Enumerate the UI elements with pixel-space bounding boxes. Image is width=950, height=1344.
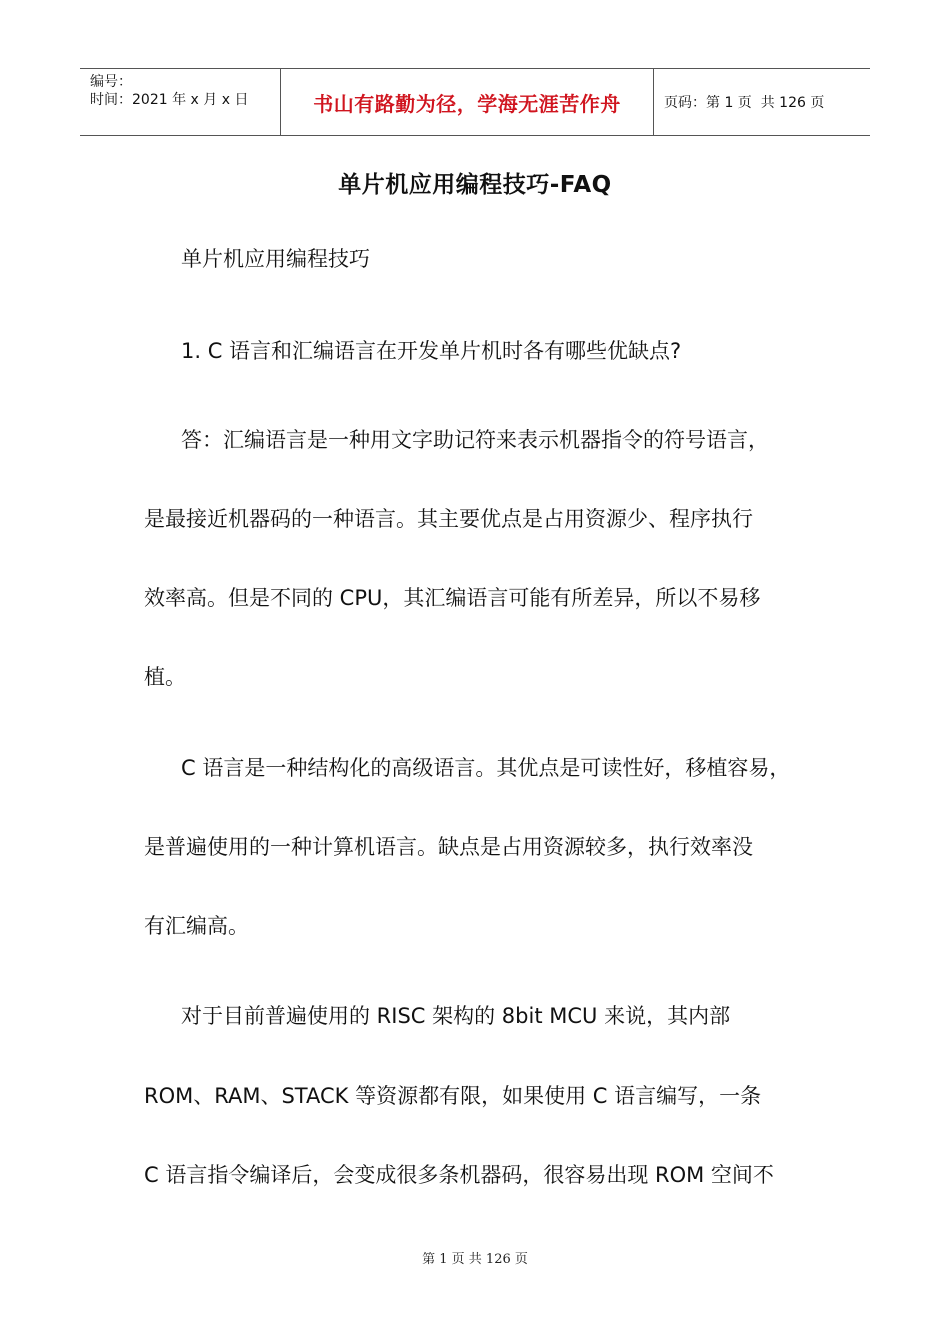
body-line: 是普遍使用的一种计算机语言。缺点是占用资源较多，执行效率没 bbox=[144, 835, 753, 859]
body-line: 有汇编高。 bbox=[144, 914, 249, 938]
body-line: 对于目前普遍使用的 RISC 架构的 8bit MCU 来说，其内部 bbox=[181, 1004, 731, 1028]
document-title: 单片机应用编程技巧-FAQ bbox=[338, 172, 612, 198]
body-line: 单片机应用编程技巧 bbox=[181, 247, 370, 271]
body-line: ROM、RAM、STACK 等资源都有限，如果使用 C 语言编写，一条 bbox=[144, 1084, 762, 1108]
header-motto: 书山有路勤为径，学海无涯苦作舟 bbox=[281, 69, 654, 135]
body-line: 植。 bbox=[144, 665, 186, 689]
header-meta-cell bbox=[80, 69, 281, 135]
body-line: C 语言是一种结构化的高级语言。其优点是可读性好，移植容易， bbox=[181, 756, 791, 780]
number-label: 编号： bbox=[90, 74, 132, 90]
page-footer: 第 1 页 共 126 页 bbox=[422, 1252, 528, 1267]
page-header bbox=[80, 68, 870, 136]
page-info: 页码：第 1 页 共 126 页 bbox=[664, 95, 825, 111]
header-page-info-cell bbox=[654, 69, 870, 135]
date-label: 时间：2021 年 x 月 x 日 bbox=[90, 92, 249, 108]
body-line: 效率高。但是不同的 CPU，其汇编语言可能有所差异，所以不易移 bbox=[144, 586, 761, 610]
body-line: 是最接近机器码的一种语言。其主要优点是占用资源少、程序执行 bbox=[144, 507, 753, 531]
body-line: C 语言指令编译后，会变成很多条机器码，很容易出现 ROM 空间不 bbox=[144, 1163, 774, 1187]
body-line: 1. C 语言和汇编语言在开发单片机时各有哪些优缺点? bbox=[181, 339, 682, 363]
body-line: 答：汇编语言是一种用文字助记符来表示机器指令的符号语言， bbox=[181, 428, 769, 452]
